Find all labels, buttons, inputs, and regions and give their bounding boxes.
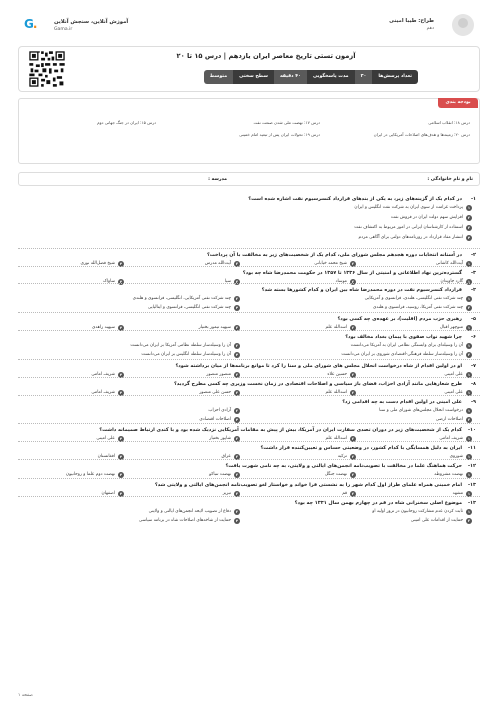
option-text: شیخ فضل‌الله نوری [80, 261, 115, 267]
question-number: ۱- [470, 196, 476, 202]
option-number-badge: ۱ [467, 296, 471, 301]
lesson-item: درس ۲۰: زمینه‌ها و هدف‌های اصلاحات آمریکایی در ایران [373, 132, 470, 137]
option-text: شوروی [449, 454, 463, 460]
chip-duration-label: مدت پاسخگویی [307, 70, 355, 84]
question-text: موضوع اصلی سخنرانی شاه در قم در چهارم بهمن سال ۱۳۴۱ چه بود؟ [294, 500, 462, 506]
lesson-item: درس ۱۹: تحولات ایران پس از تبعید امام خمینی [239, 132, 320, 137]
option-number-badge: ۱ [467, 390, 471, 395]
option-number-badge: ۱ [467, 325, 471, 330]
answer-option[interactable] [351, 343, 472, 349]
question-text: کدام یک از شخصیت‌های زیر در دوران تصدی سفارت ایران در آمریکا، بیش از پیش به مقامات آمریکایی نزدیک شده بود و با کندی ارتباط صمیمانه داشت؟ [99, 427, 462, 433]
option-text: منوچهر اقبال [439, 325, 463, 331]
chip-duration-value: ۴۰ دقیقه [274, 70, 307, 84]
option-text: درخواست انحلال مجلس‌های شورای ملی و سنا [379, 408, 463, 414]
syllabus-tag: بودجه بندی [438, 98, 478, 108]
option-text: حمایت از اقدامات علی امینی [410, 518, 463, 524]
option-number-badge: ۳ [467, 352, 471, 357]
question-number: ۱۳- [467, 482, 476, 488]
answer-option[interactable] [411, 518, 472, 524]
option-text: شریف امامی [91, 390, 115, 396]
option-number-badge: ۴ [467, 235, 471, 240]
question-divider [18, 478, 480, 479]
option-number-badge: ۲ [351, 372, 355, 377]
answer-option[interactable] [141, 352, 240, 358]
student-info-row [18, 172, 480, 186]
answer-option[interactable] [341, 352, 472, 358]
option-number-badge: ۴ [119, 390, 123, 395]
question-divider [18, 248, 480, 249]
option-number-badge: ۲ [235, 509, 239, 514]
question-text: او در اولین اقدام از شاه درخواست انحلال مجلس های شورای ملی و سنا را کرد تا موانع برنامه‌ها از میان برداشته شود؟ [175, 363, 462, 369]
answer-option[interactable] [365, 296, 472, 302]
brand-site[interactable]: Gama.ir [54, 27, 73, 32]
option-number-badge: ۳ [235, 491, 239, 496]
question-divider [18, 395, 480, 396]
option-text: نهضت دوم علما و روحانیون [65, 472, 115, 478]
option-text: چند شرکت نفتی آمریکا، روسیه، فرانسوی و هلندی [372, 305, 463, 311]
option-text: شیخ محمد خیابانی [314, 261, 347, 267]
answer-option[interactable] [208, 408, 240, 414]
option-number-badge: ۴ [235, 305, 239, 310]
question-number: ۱۰- [467, 427, 476, 433]
question-number: ۱۱- [467, 445, 476, 451]
option-number-badge: ۳ [235, 261, 239, 266]
option-text: چند شرکت نفتی انگلیسی، فرانسوی و ایتالیایی [147, 305, 231, 311]
answer-option[interactable] [354, 225, 472, 231]
question-divider [18, 441, 480, 442]
option-number-badge: ۲ [351, 454, 355, 459]
answer-option[interactable] [148, 305, 240, 311]
option-text: سپهبد تیمور بختیار [198, 325, 231, 331]
option-text: چند شرکت نفتی انگلیسی، هلندی، فرانسوی و آمریکایی [364, 296, 463, 302]
answer-option[interactable] [373, 305, 472, 311]
question-number: ۴- [470, 287, 476, 293]
option-number-badge: ۱ [467, 472, 471, 477]
question-divider [18, 312, 480, 313]
option-text: علی امینی [444, 372, 463, 378]
answer-option[interactable] [133, 296, 240, 302]
option-number-badge: ۱ [467, 454, 471, 459]
designer-name: طراح: طیبا امینی [389, 18, 434, 24]
question-text: حرکت هماهنگ علما در مخالفت با تصویب‌نامه انجمن‌های ایالتی و ولایتی، به چه نامی شهرت یافت؟ [225, 463, 462, 469]
option-number-badge: ۱ [467, 261, 471, 266]
option-number-badge: ۱ [467, 436, 471, 441]
question-text: علی امینی در اولین اقدام دست به چه اقدامی زد؟ [342, 399, 462, 405]
question-text: در آستانه انتخابات دوره هجدهم مجلس شورای ملی، کدام یک از شخصیت‌های زیر به مخالفت با آن پرداخت؟ [206, 252, 462, 258]
question-divider [18, 283, 480, 284]
question-text: چرا شهید نواب صفوی با پیمان بغداد مخالف بود؟ [345, 334, 462, 340]
option-text: اصفهان [101, 491, 115, 497]
answer-option[interactable] [149, 509, 240, 515]
option-number-badge: ۴ [235, 417, 239, 422]
option-text: اصلاحات اقتصادی [199, 417, 231, 423]
exam-meta-chips [204, 70, 418, 84]
option-text: دفاع از تصویب لایحه انجمن‌های ایالتی و ولایتی [148, 509, 231, 515]
option-text: افغانستان [97, 454, 115, 460]
chip-questions-value: ۳۰ [355, 70, 373, 84]
answer-option[interactable] [440, 279, 472, 285]
option-text: آن را وسیله‌ساز سلطه فرهنگی-اقتصادی شوروی بر ایران می‌دانست [341, 352, 463, 358]
option-number-badge: ۱ [467, 408, 471, 413]
question-number: ۱۴- [467, 500, 476, 506]
question-number: ۳- [470, 270, 476, 276]
option-number-badge: ۴ [119, 261, 123, 266]
option-text: آن را وسیله‌ای برای وابستگی نظامی ایران به آمریکا می‌دانست [350, 343, 463, 349]
option-text: اسدالله علم [325, 325, 347, 331]
exam-title: آزمون تستی تاریخ معاصر ایران یازدهم | درس ۱۵ تا ۲۰ [176, 52, 356, 60]
lesson-item: درس ۱۵: ایران در جنگ جهانی دوم [97, 120, 156, 125]
option-text: حسن علی منصور [199, 390, 231, 396]
option-text: گارد جاویدان [440, 279, 463, 285]
option-text: آزادی احزاب [208, 408, 231, 414]
option-text: حمایت از شاخه‌های اصلاحات شاه در برنامه سیاسی [138, 518, 231, 524]
question-number: ۶- [470, 334, 476, 340]
option-number-badge: ۱ [467, 509, 471, 514]
option-number-badge: ۳ [235, 454, 239, 459]
option-number-badge: ۴ [235, 518, 239, 523]
page-header [18, 14, 480, 36]
option-number-badge: ۲ [235, 296, 239, 301]
option-number-badge: ۲ [351, 279, 355, 284]
question-text: رهبری حزب مردم (اقلیت)، بر عهده‌ی چه کسی بود؟ [337, 316, 462, 322]
option-text: عراق [221, 454, 231, 460]
option-number-badge: ۳ [235, 372, 239, 377]
option-number-badge: ۳ [467, 305, 471, 310]
answer-option[interactable] [336, 279, 356, 285]
option-number-badge: ۲ [351, 325, 355, 330]
answer-option[interactable] [372, 509, 472, 515]
gama-logo-icon: G. [24, 17, 37, 31]
question-text: ایران به دلیل همسایگی با کدام کشور، در وضعیتی حساس و تعیین‌کننده قرار داشت؟ [260, 445, 462, 451]
option-number-badge: ۱ [467, 491, 471, 496]
question-divider [18, 359, 480, 360]
syllabus-box [18, 98, 480, 164]
option-number-badge: ۴ [119, 436, 123, 441]
option-number-badge: ۱ [467, 343, 471, 348]
option-number-badge: ۲ [235, 408, 239, 413]
option-number-badge: ۳ [467, 225, 471, 230]
answer-option[interactable] [103, 279, 124, 285]
question-text: طرح شعارهایی مانند آزادی احزاب، قضای باز سیاسی و اصلاحات اقتصادی در زمان نخست وزیری چه کسی مطرح گردید؟ [173, 381, 462, 387]
option-number-badge: ۲ [467, 215, 471, 220]
lesson-item: درس ۱۸: انقلاب اسلامی [428, 120, 470, 125]
question-divider [18, 377, 480, 378]
question-number: ۲- [470, 252, 476, 258]
option-text: ساواک [102, 279, 115, 285]
grade-label: دهم [426, 26, 434, 31]
option-text: علی امینی [444, 390, 463, 396]
option-text: سپهبد زاهدی [92, 325, 115, 331]
option-number-badge: ۱ [467, 279, 471, 284]
question-divider [18, 496, 480, 497]
question-divider [18, 266, 480, 267]
question-number: ۸- [470, 381, 476, 387]
answer-option[interactable] [359, 235, 472, 241]
question-text: گسترده‌ترین نهاد اطلاعاتی و امنیتی از سال ۱۳۳۶ تا ۱۳۵۷ در حکومت محمدرضا شاه چه بود؟ [242, 270, 462, 276]
option-number-badge: ۱ [467, 372, 471, 377]
option-number-badge: ۴ [119, 372, 123, 377]
chip-difficulty-value: متوسط [204, 70, 233, 84]
option-number-badge: ۳ [467, 518, 471, 523]
student-name-label: نام و نام خانوادگی : [427, 177, 473, 182]
option-number-badge: ۳ [235, 325, 239, 330]
option-text: چند شرکت نفتی آمریکایی، انگلیسی، فرانسوی و هلندی [132, 296, 231, 302]
option-text: شریف امامی [439, 436, 463, 442]
option-text: شریف امامی [91, 372, 115, 378]
option-text: استفاده از کارشناسان ایرانی در امور مربوط به اکتشاف نفت [354, 225, 463, 231]
option-text: آیت‌الله مدرس [204, 261, 231, 267]
answer-option[interactable] [379, 408, 472, 414]
option-number-badge: ۳ [235, 436, 239, 441]
option-text: شاپور بختیار [209, 436, 231, 442]
option-text: حسین علاء [327, 372, 347, 378]
question-text: امام خمینی همراه علمای طراز اول کدام شهر را به نشستی فرا خواند و خواستار لغو تصویب‌نامه انجمن‌های ایالتی و ولایتی شد؟ [154, 482, 462, 488]
option-text: مشهد [452, 491, 463, 497]
question-text: در کدام یک از گزینه‌های زیر، به یکی از بندهای قرارداد کنسرسیوم نفت اشاره شده است؟ [248, 196, 462, 202]
answer-option[interactable] [139, 518, 240, 524]
option-text: آیت‌الله کاشانی [435, 261, 463, 267]
answer-option[interactable] [225, 279, 240, 285]
option-number-badge: ۲ [351, 472, 355, 477]
school-label: مدرسه : [208, 177, 227, 182]
option-text: اصلاحات ارضی [435, 417, 463, 423]
option-number-badge: ۳ [467, 417, 471, 422]
question-divider [18, 459, 480, 460]
answer-option[interactable] [354, 205, 472, 211]
option-text: آن را وسیله‌ساز سلطه نظامی آمریکا بر ایران می‌دانست [130, 343, 231, 349]
option-number-badge: ۱ [467, 205, 471, 210]
option-text: افزایش سهم دولت ایران در فروش نفت [390, 215, 463, 221]
chip-difficulty-label: سطح سختی [233, 70, 274, 84]
question-number: ۵- [470, 316, 476, 322]
option-number-badge: ۴ [119, 491, 123, 496]
answer-option[interactable] [391, 215, 472, 221]
option-text: تبریز [222, 491, 231, 497]
option-text: آن را وسیله‌ساز سلطه انگلیس بر ایران می‌دانست [141, 352, 231, 358]
option-text: نهضت تنباکو [209, 472, 231, 478]
option-text: اسدالله علم [325, 390, 347, 396]
answer-option[interactable] [130, 343, 240, 349]
question-divider [18, 330, 480, 331]
option-number-badge: ۲ [351, 261, 355, 266]
option-number-badge: ۲ [235, 343, 239, 348]
lesson-item: درس ۱۷: نهضت ملی شدن صنعت نفت [253, 120, 320, 125]
option-number-badge: ۴ [235, 352, 239, 357]
page-number: صفحه ۱ [18, 692, 33, 698]
question-number: ۷- [470, 363, 476, 369]
question-number: ۹- [470, 399, 476, 405]
question-text: قرارداد کنسرسیوم نفت در دوره محمدرضا شاه بین ایران و کدام کشورها بسته شد؟ [261, 287, 462, 293]
option-number-badge: ۳ [235, 390, 239, 395]
option-number-badge: ۴ [119, 279, 123, 284]
brand-name: آموزش آنلاین، سنجش آنلاین [54, 19, 129, 25]
option-number-badge: ۲ [351, 491, 355, 496]
option-number-badge: ۳ [235, 472, 239, 477]
option-number-badge: ۴ [119, 454, 123, 459]
option-text: نهضت جنگل [324, 472, 347, 478]
option-text: سیا [224, 279, 231, 285]
option-text: قم [342, 491, 347, 497]
option-text: علی امینی [96, 436, 115, 442]
option-text: ترکیه [337, 454, 347, 460]
option-text: موساد [335, 279, 347, 285]
option-number-badge: ۴ [119, 325, 123, 330]
option-text: اسدالله علم [325, 436, 347, 442]
question-divider [18, 423, 480, 424]
option-number-badge: ۲ [351, 390, 355, 395]
option-text: انتشار مفاد قرارداد در روزنامه‌های دولتی برای آگاهی مردم [358, 235, 463, 241]
chip-questions-label: تعداد پرسش‌ها [372, 70, 418, 84]
option-number-badge: ۴ [119, 472, 123, 477]
question-number: ۱۲- [467, 463, 476, 469]
option-number-badge: ۳ [235, 279, 239, 284]
designer-avatar-icon [452, 14, 474, 36]
option-text: نهضت مشروطه [434, 472, 463, 478]
option-number-badge: ۲ [351, 436, 355, 441]
qr-code-icon[interactable] [28, 50, 66, 88]
option-text: ثابت کردن عدم مشارکت روحانیون در ترور اولیه او [372, 509, 463, 515]
option-text: پرداخت غرامت از سوی ایران به شرکت نفت انگلیس و ایران [354, 205, 463, 211]
option-text: منصور منصور [206, 372, 231, 378]
